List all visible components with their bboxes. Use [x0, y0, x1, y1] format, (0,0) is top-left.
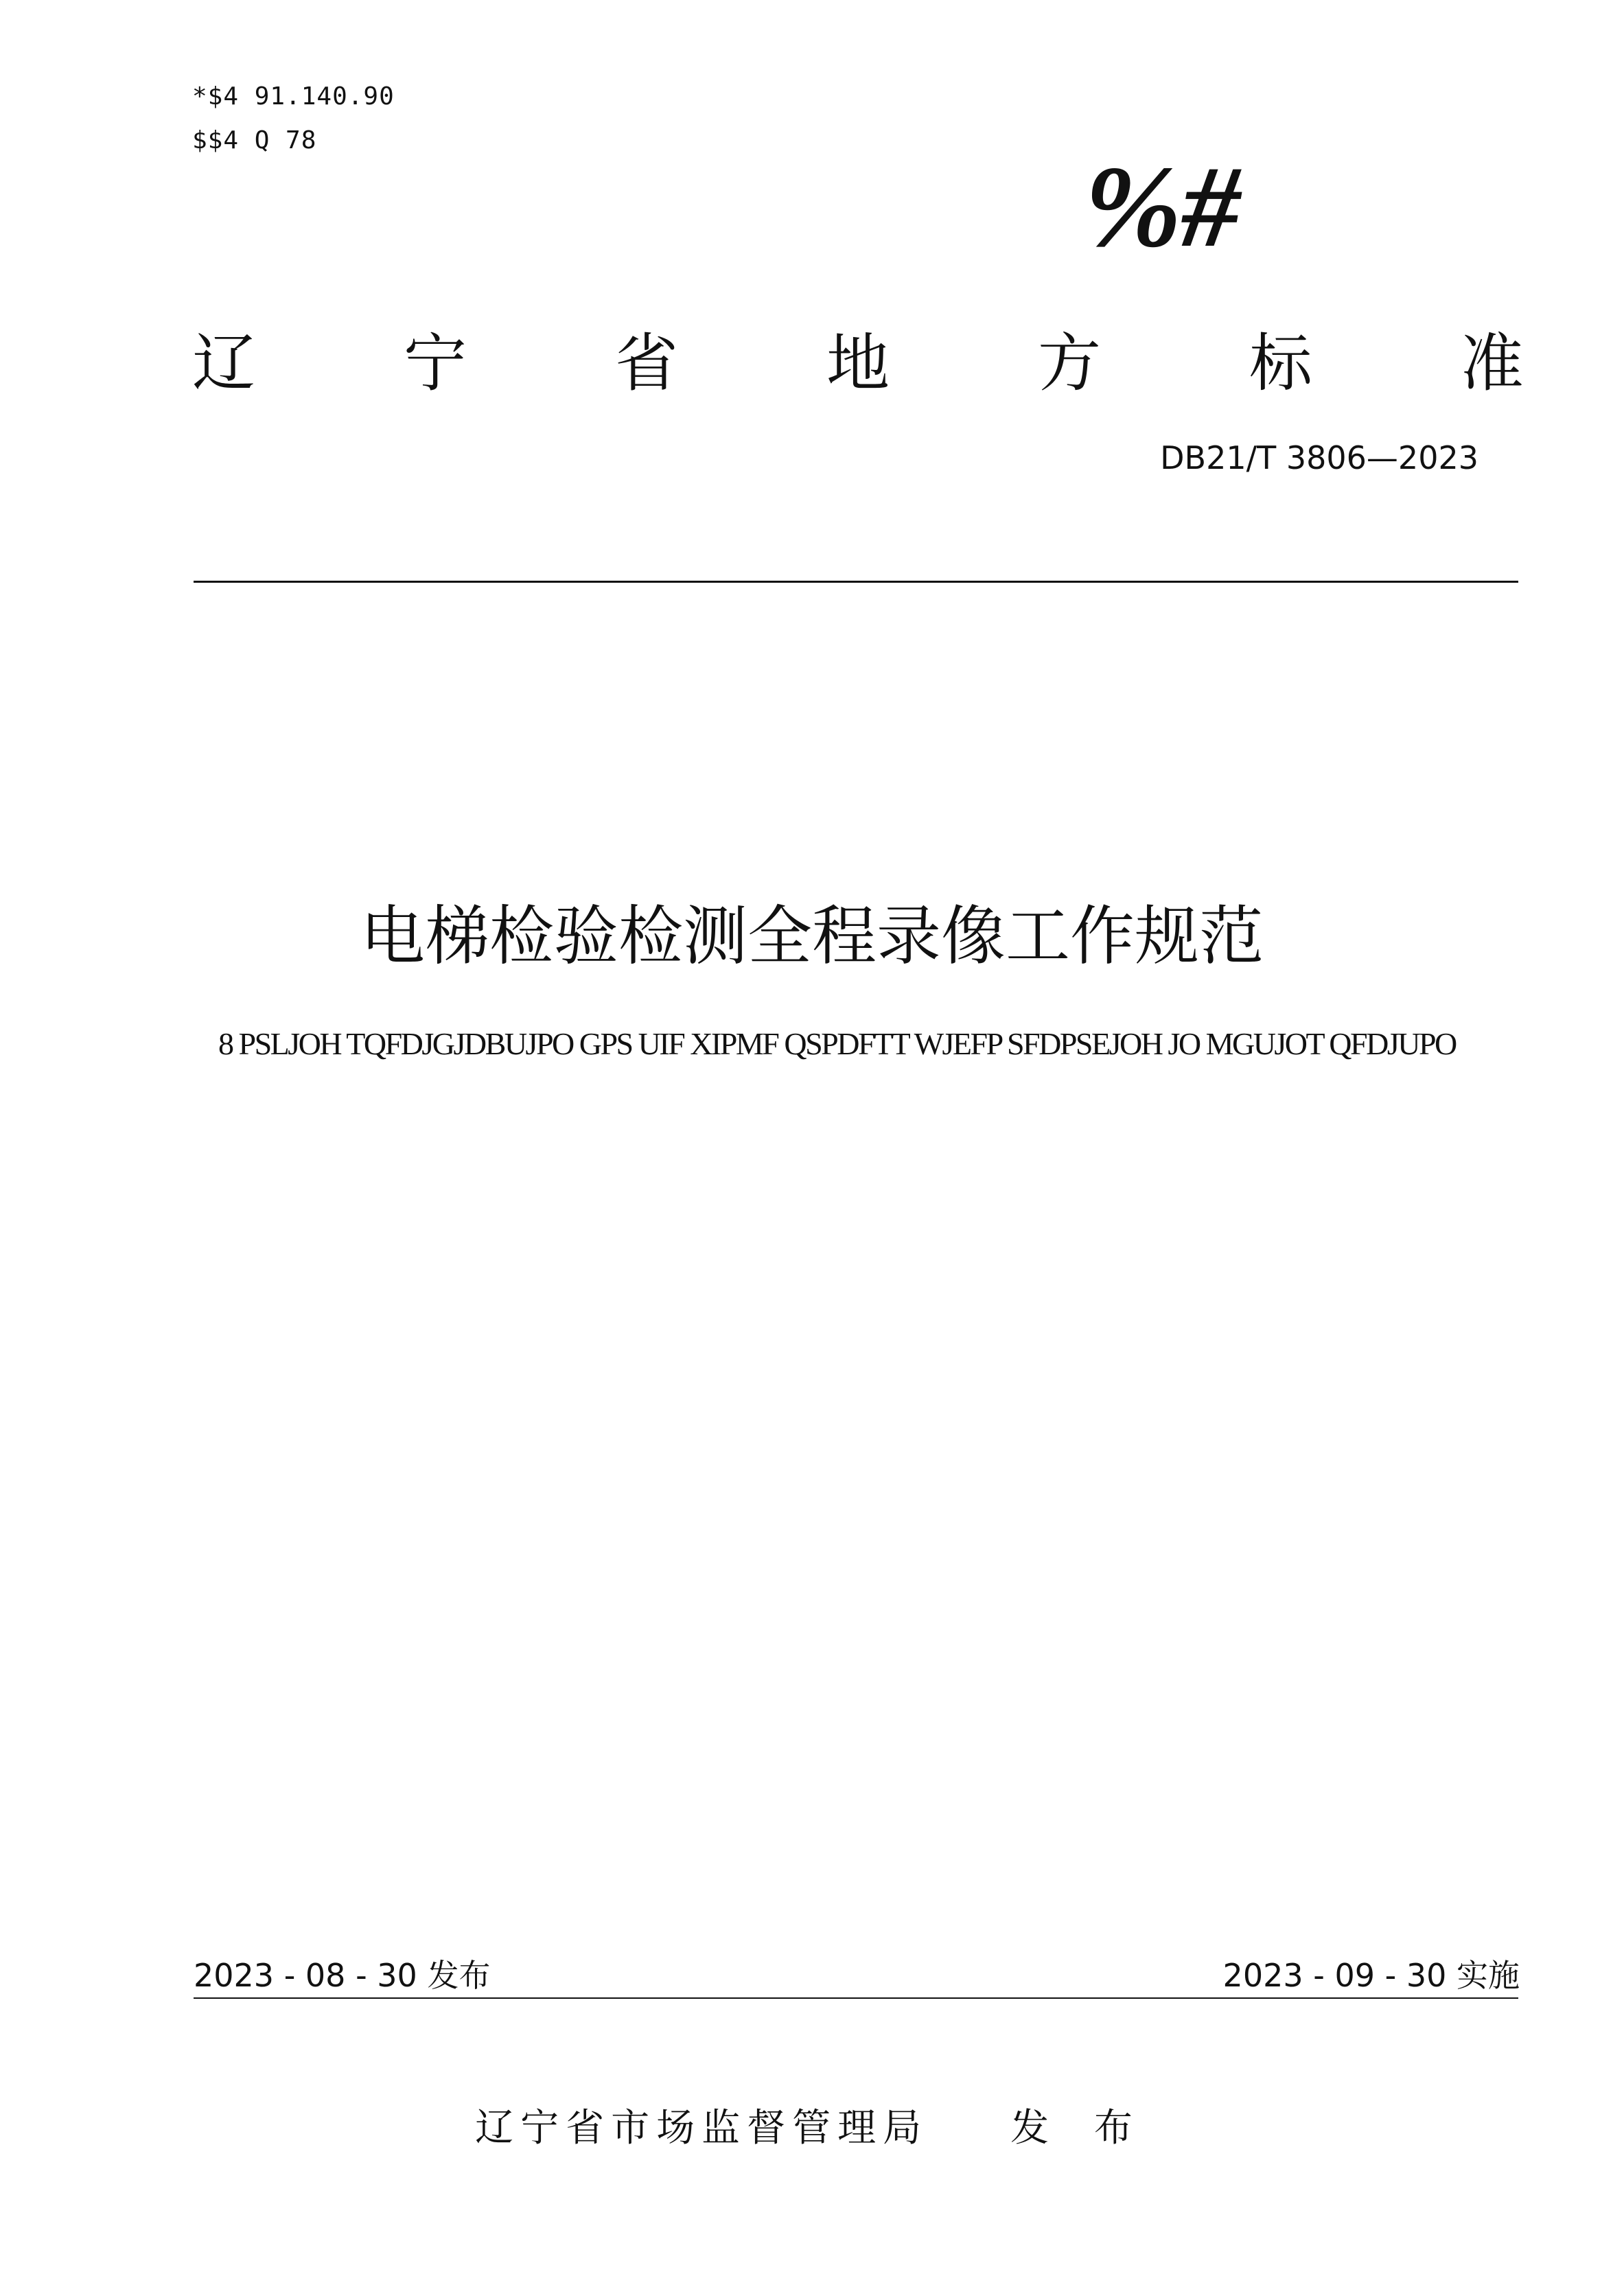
standard-type-char: 准: [1460, 327, 1524, 400]
standard-number: DB21/T 3806—2023: [1160, 439, 1478, 476]
standard-type-char: 省: [614, 327, 678, 400]
standard-type-char: 地: [826, 327, 890, 400]
db-logo-mark: [1078, 150, 1297, 266]
standard-type-char: 方: [1037, 327, 1101, 400]
publish-label: 发 布: [1010, 2106, 1149, 2150]
ccs-code: $$4 Q 78: [192, 126, 317, 154]
logo-text: %#: [1084, 150, 1240, 266]
standard-type-heading: [192, 316, 1524, 412]
header-divider: [194, 581, 1518, 583]
document-title-english: 8 PSLJOH TQFDJGJDBUJPO GPS UIF XIPMF QSPDFTT WJEFP SFDPSEJOH JO MGUJOT QFDJUPO: [218, 1026, 1456, 1061]
footer-divider: [194, 1997, 1518, 1999]
issue-date: 2023 - 08 - 30 发布: [194, 1957, 491, 1994]
implementation-date: 2023 - 09 - 30 实施: [1222, 1957, 1520, 1994]
standard-type-char: 宁: [403, 327, 467, 400]
standard-type-char: 标: [1249, 327, 1312, 400]
standard-type-char: 辽: [192, 327, 256, 400]
document-title: 电梯检验检测全程录像工作规范: [360, 899, 1264, 974]
publisher-name: 辽宁省市场监督管理局: [475, 2106, 929, 2150]
publisher-line: [0, 2098, 1624, 2153]
ics-code: *$4 91.140.90: [192, 82, 395, 111]
